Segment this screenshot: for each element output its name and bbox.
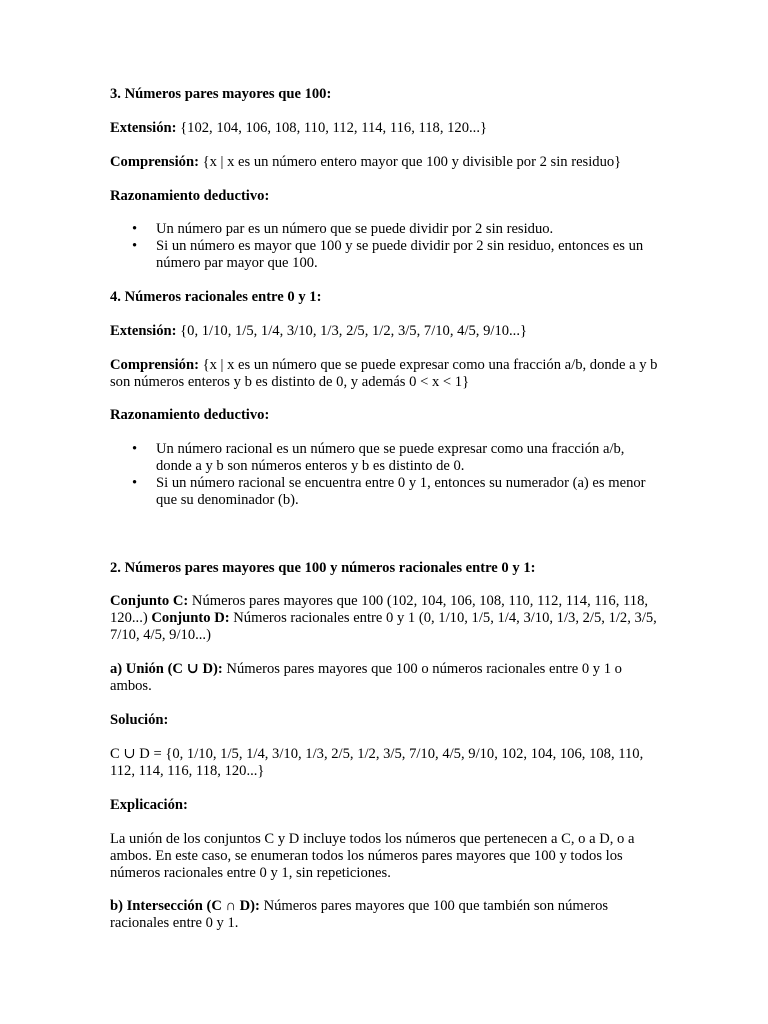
bullet-icon: • — [132, 475, 138, 491]
list-item: • Un número racional es un número que se puede expresar como una fracción a/b, donde a y b son números enteros y b es distinto de 0. — [132, 441, 625, 474]
section-4-bullet-list — [110, 441, 662, 509]
section-3-extension: Extensión: {102, 104, 106, 108, 110, 112, 114, 116, 118, 120...} — [110, 120, 487, 136]
section-3-bullet-list — [110, 221, 662, 272]
list-item: • Un número par es un número que se puede dividir por 2 sin residuo. — [132, 221, 554, 237]
section-3-comprension: Comprensión: {x | x es un número entero mayor que 100 y divisible por 2 sin residuo} — [110, 154, 622, 170]
section-4-razonamiento-heading: Razonamiento deductivo: — [110, 407, 270, 423]
explicacion-paragraph: La unión de los conjuntos C y D incluye todos los números que pertenecen a C, o a D, o a ambos. En este caso, se enumeran todos los números pares mayores que 100 y todos los números racionales entre 0 y 1, sin repeticiones. — [110, 831, 635, 881]
list-item: • Si un número racional se encuentra entre 0 y 1, entonces su numerador (a) es menor que su denominador (b). — [132, 475, 646, 508]
section-4-extension: Extensión: {0, 1/10, 1/5, 1/4, 3/10, 1/3, 2/5, 1/2, 3/5, 7/10, 4/5, 9/10...} — [110, 323, 527, 339]
bullet-icon: • — [132, 441, 138, 457]
solucion-paragraph: C ∪ D = {0, 1/10, 1/5, 1/4, 3/10, 1/3, 2/5, 1/2, 3/5, 7/10, 4/5, 9/10, 102, 104, 106, 108, 110, 112, 114, 116, 118, 120...} — [110, 746, 644, 779]
bullet-icon: • — [132, 238, 138, 254]
section-4-comprension: Comprensión: {x | x es un número que se puede expresar como una fracción a/b, donde a y b son números enteros y b es distinto de 0, y además 0 < x < 1} — [110, 357, 658, 390]
section-2-heading: 2. Números pares mayores que 100 y números racionales entre 0 y 1: — [110, 560, 536, 576]
solucion-heading: Solución: — [110, 712, 169, 728]
section-4-heading: 4. Números racionales entre 0 y 1: — [110, 289, 322, 305]
union-paragraph: a) Unión (C ∪ D): Números pares mayores que 100 o números racionales entre 0 y 1 o ambos. — [110, 661, 622, 694]
bullet-icon: • — [132, 221, 138, 237]
section-3-razonamiento-heading: Razonamiento deductivo: — [110, 188, 270, 204]
interseccion-paragraph: b) Intersección (C ∩ D): Números pares mayores que 100 que también son números racionales entre 0 y 1. — [110, 898, 609, 931]
section-3-heading: 3. Números pares mayores que 100: — [110, 86, 332, 102]
conjuntos-paragraph: Conjunto C: Números pares mayores que 100 (102, 104, 106, 108, 110, 112, 114, 116, 118, 120...) Conjunto D: Números racionales entre 0 y 1 (0, 1/10, 1/5, 1/4, 3/10, 1/3, 2/5, 1/2, 3/5, 7/10, 4/5, 9/10...) — [110, 593, 657, 643]
explicacion-heading: Explicación: — [110, 797, 188, 813]
list-item: • Si un número es mayor que 100 y se puede dividir por 2 sin residuo, entonces es un número par mayor que 100. — [132, 238, 644, 271]
